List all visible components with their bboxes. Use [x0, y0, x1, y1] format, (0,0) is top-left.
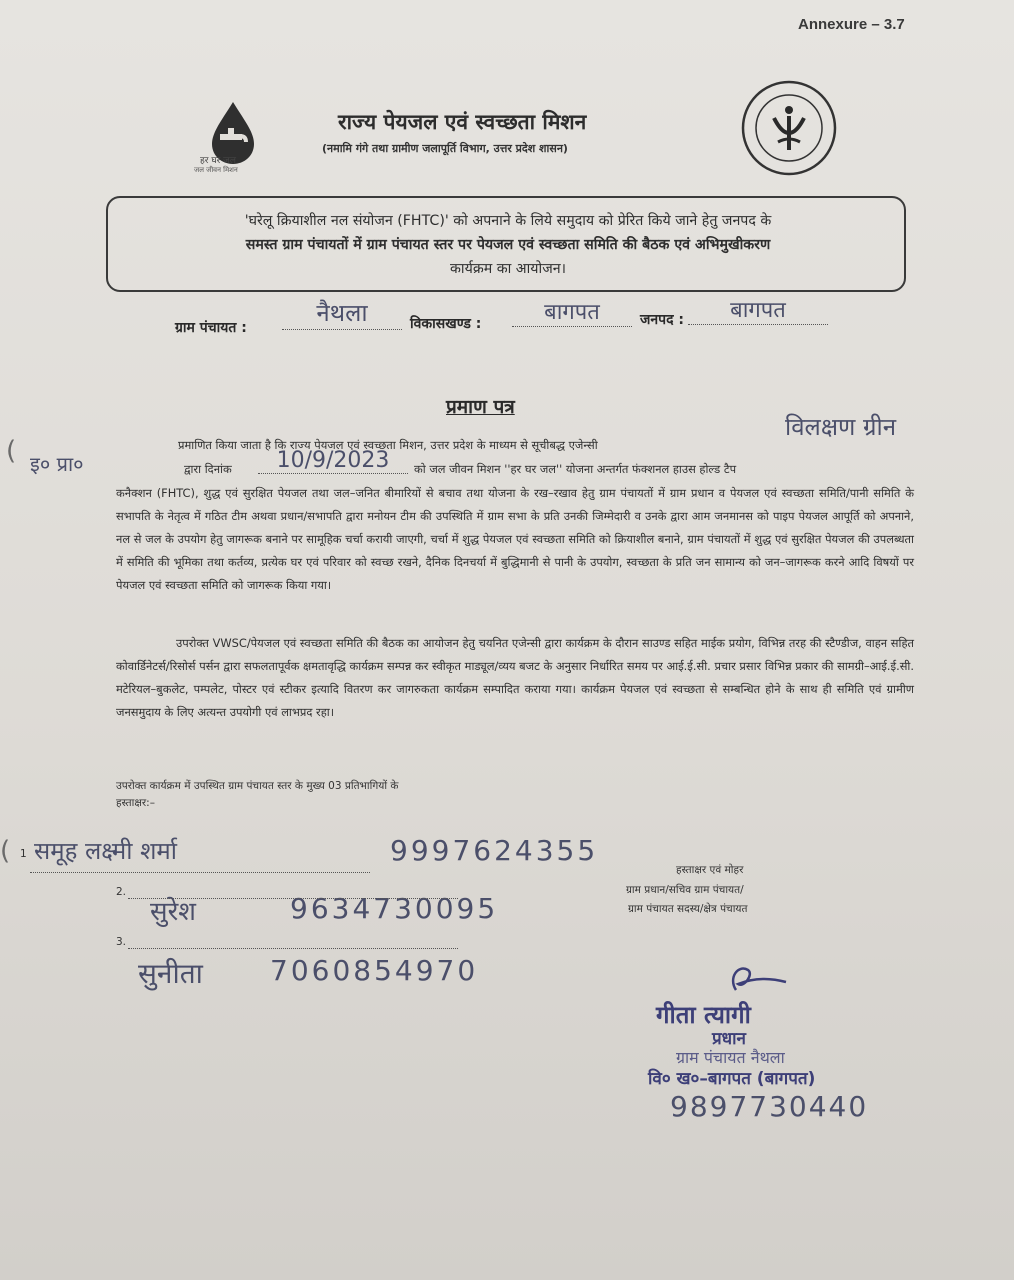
signature-seal-label: हस्ताक्षर एवं मोहर [676, 864, 744, 876]
block-label: विकासखण्ड : [410, 316, 482, 332]
bracket-mark-2: ( [0, 836, 11, 866]
signatory-role-line-1: ग्राम प्रधान/सचिव ग्राम पंचायत/ [626, 884, 744, 896]
participants-signature-label: हस्ताक्षर:– [116, 797, 155, 809]
up-government-seal-icon [738, 78, 840, 178]
topic-line-1: 'घरेलू क्रियाशील नल संयोजन (FHTC)' को अपनाने के लिये समुदाय को प्रेरित किये जाने हेतु जनपद के [244, 213, 772, 229]
stamp-block: वि० ख०–बागपत (बागपत) [648, 1069, 816, 1089]
block-value: बागपत [512, 296, 632, 327]
participant-phone: 9997624355 [390, 834, 599, 867]
district-value: बागपत [688, 294, 828, 325]
stamp-role: प्रधान [712, 1029, 746, 1049]
annexure-label: Annexure – 3.7 [798, 16, 905, 33]
topic-line-3: कार्यक्रम का आयोजन। [450, 261, 566, 277]
mission-subtitle: (नमामि गंगे तथा ग्रामीण जलापूर्ति विभाग, उत्तर प्रदेश शासन) [322, 142, 568, 155]
para-1-date-label: द्वारा दिनांक [184, 462, 232, 476]
bracket-mark: ( [6, 436, 17, 466]
logo-tagline: हर घर जल [200, 156, 236, 166]
logo-subtagline: जल जीवन मिशन [194, 166, 238, 174]
participant-phone: 7060854970 [270, 954, 479, 987]
pradhan-signature-mark [724, 960, 794, 1000]
stamp-name: गीता त्यागी [656, 1001, 751, 1029]
para-1-intro: प्रमाणित किया जाता है कि राज्य पेयजल एवं स्वच्छता मिशन, उत्तर प्रदेश के माध्यम से सूचीबद्ध एजेन्सी [178, 438, 598, 452]
signatory-phone: 9897730440 [670, 1090, 869, 1123]
participants-note: उपरोक्त कार्यक्रम में उपस्थित ग्राम पंचायत स्तर के मुख्य 03 प्रतिभागियों के [116, 780, 399, 792]
participant-signature: सुरेश [150, 897, 196, 927]
agency-name-handwritten: विलक्षण ग्रीन [785, 413, 897, 441]
participant-number: 1 [20, 848, 27, 860]
margin-note-handwritten: इ० प्रा० [30, 452, 84, 476]
topic-text [118, 209, 898, 281]
para-2-body: उपरोक्त VWSC/पेयजल एवं स्वच्छता समिति की बैठक का आयोजन हेतु चयनित एजेन्सी द्वारा कार्यक्रम के दौरान साउण्ड सहित माईक प्रयोग, विभिन्न तरह की स्टैण्डीज, वाहन सहित कोवार्डिनेटर्स/रिसोर्स पर्सन द्वारा सफलतापूर्वक क्षमतावृद्धि कार्यक्रम सम्पन्न कर स्वीकृत माड्यूल/व्यय बजट के अनुसार निर्धारित समय पर आई.ई.सी. प्रचार प्रसार विभिन्न प्रकार की सामग्री–आई.ई.सी. मटेरियल–बुकलेट, पम्पलेट, पोस्टर एवं स्टीकर इत्यादि वितरण कर जागरुकता कार्यक्रम सम्पादित कराया गया। कार्यक्रम पेयजल एवं स्वच्छता से सम्बन्धित होने के साथ ही समिति एवं ग्रामीण जनसमुदाय के लिए अत्यन्त उपयोगी एवं लाभप्रद रहा। [116, 636, 914, 719]
participant-number: 2. [116, 886, 127, 898]
participant-phone: 9634730095 [290, 892, 499, 925]
district-label: जनपद : [640, 312, 685, 328]
program-date-handwritten: 10/9/2023 [258, 448, 408, 474]
participant-number: 3. [116, 936, 127, 948]
para-1-body: कनैक्शन (FHTC), शुद्ध एवं सुरक्षित पेयजल तथा जल–जनित बीमारियों से बचाव तथा योजना के रख–रखाव हेतु ग्राम पंचायतों में ग्राम प्रधान व पेयजल एवं स्वच्छता समिति/पानी समिति के सभापति के नेतृत्व में गठित टीम अथवा प्रधान/सभापति द्वारा मनोयन टीम की उपस्थिति में ग्राम सभा के प्रति उनकी जिम्मेदारी व उनके द्वारा आम जनमानस को पाइप पेयजल आपूर्ति को अपनाने, नल से जल के उपयोग हेतु जागरूक बनाने पर सामूहिक चर्चा करायी जाएगी, चर्चा में शुद्ध पेयजल एवं स्वच्छता समिति को क्रियाशील बनाने, ग्राम पंचायतों में शुद्ध एवं सुरक्षित पेयजल की उपलब्धता में समिति की भूमिका तथा कर्तव्य, प्रत्येक घर एवं परिवार को स्वच्छ रखने, दैनिक दिनचर्या में बुद्धिमानी से पानी के उपयोग, स्वच्छता के प्रति जन सामान्य को जन–जागरूक करने आदि विषयों पर पेयजल एवं स्वच्छता समिति को जागरूक किया गया। [116, 486, 914, 592]
signatory-role-line-2: ग्राम पंचायत सदस्य/क्षेत्र पंचायत [628, 903, 748, 915]
participant-signature: समूह लक्ष्मी शर्मा [34, 837, 177, 865]
signature-line [128, 898, 458, 899]
topic-line-2: समस्त ग्राम पंचायतों में ग्राम पंचायत स्तर पर पेयजल एवं स्वच्छता समिति की बैठक एवं अभिमुखीकरण [245, 237, 771, 253]
participant-signature: सुनीता [138, 957, 203, 990]
para-1-scheme: को जल जीवन मिशन ''हर घर जल'' योजना अन्तर्गत फंक्शनल हाउस होल्ड टैप [414, 462, 737, 476]
gram-panchayat-value: नैथला [282, 296, 402, 330]
mission-title: राज्य पेयजल एवं स्वच्छता मिशन [338, 110, 587, 134]
gram-panchayat-label: ग्राम पंचायत : [175, 320, 247, 336]
signature-line [30, 872, 370, 873]
stamp-gram-panchayat: ग्राम पंचायत नैथला [676, 1048, 785, 1067]
signature-line [128, 948, 458, 949]
certificate-title: प्रमाण पत्र [446, 396, 515, 418]
